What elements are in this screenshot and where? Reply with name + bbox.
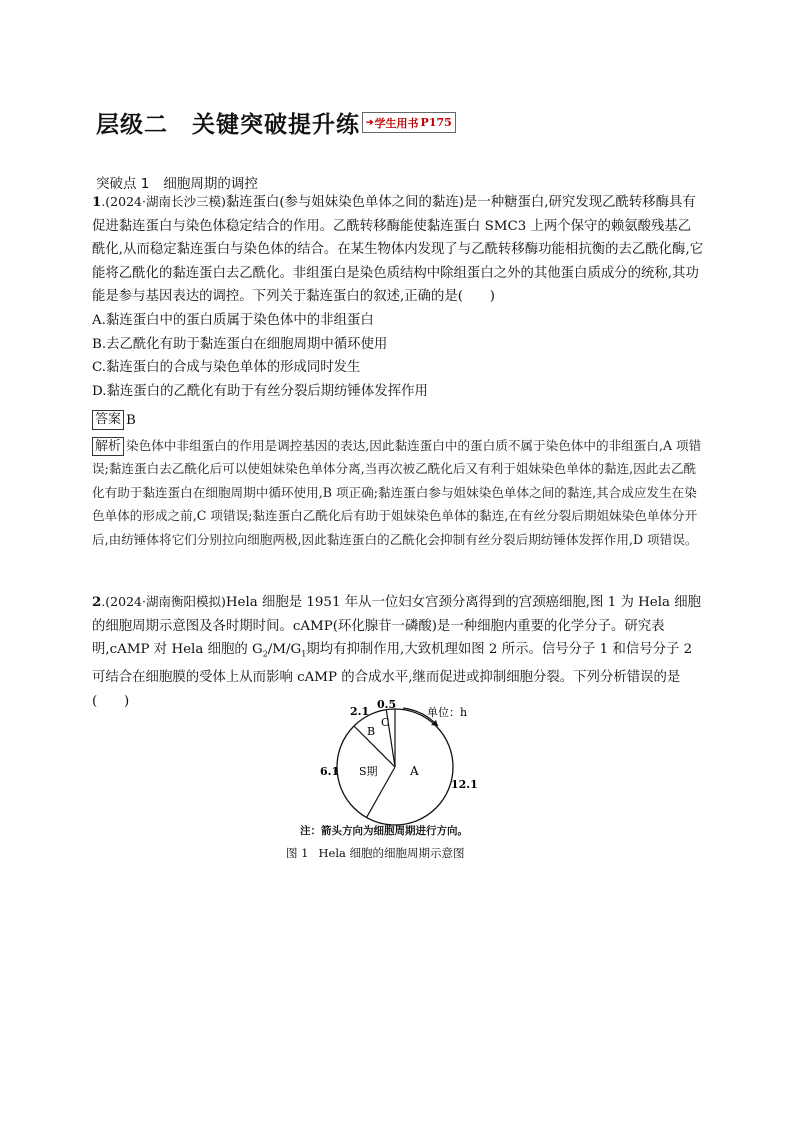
label-12-1: 12.1 — [451, 778, 478, 791]
question-number: 1 — [92, 194, 102, 210]
question-stem: 黏连蛋白(参与姐妹染色单体之间的黏连)是一种糖蛋白,研究发现乙酰转移酶具有促进黏连蛋白与染色体稳定结合的作用。乙酰转移酶能使黏连蛋白 SMC3 上两个保守的赖氨酸残基乙酰化,从而稳定黏连蛋白与染色体的结合。在某生物体内发现了与乙酰转移酶功能相抗衡的去乙酰化酶,它能将乙酰化的黏连蛋白去乙酰化。非组蛋白是染色质结构中除组蛋白之外的其他蛋白质成分的统称,其功能是参与基因表达的调控。下列关于黏连蛋白的叙述,正确的是( ) — [92, 195, 704, 305]
subscript-1: 1 — [301, 649, 307, 659]
answer-value: B — [126, 412, 136, 428]
question-source: .(2024·湖南长沙三模) — [101, 194, 226, 209]
subscript-2: 2 — [262, 649, 268, 659]
question-1 — [92, 190, 704, 403]
question-stem-mid: /M/G — [267, 642, 302, 658]
question-stem-part2: 期均有抑制作用,大致机理如图 2 所示。信号分子 1 和信号分子 2 可结合在细胞膜的受体上从而影响 cAMP 的合成水平,继而促进或抑制细胞分裂。下列分析错误的是( ) — [92, 642, 693, 710]
analysis-label: 解析 — [92, 437, 124, 456]
label-2-1: 2.1 — [350, 705, 370, 718]
analysis-block — [92, 434, 704, 551]
cell-cycle-pie — [300, 692, 530, 832]
question-source: .(2024·湖南衡阳模拟) — [101, 594, 226, 609]
label-0-5: 0.5 — [377, 698, 397, 711]
section-subheading: 细胞周期的调控 — [163, 176, 258, 192]
badge-page: P175 — [420, 116, 452, 129]
figure-1-cell-cycle — [300, 692, 530, 832]
header — [96, 106, 456, 138]
figure-caption — [286, 845, 465, 861]
analysis-text: 染色体中非组蛋白的作用是调控基因的表达,因此黏连蛋白中的蛋白质不属于染色体中的非组蛋白,A 项错误;黏连蛋白去乙酰化后可以使姐妹染色单体分离,当再次被乙酰化后又有利于姐妹染色单体的黏连,因此去乙酰化有助于黏连蛋白在细胞周期中循环使用,B 项正确;黏连蛋白参与姐妹染色单体之间的黏连,其合成应发生在染色单体的形成之前,C 项错误;黏连蛋白乙酰化后有助于姐妹染色单体的黏连,在有丝分裂后期姐妹染色单体分开后,由纺锤体将它们分别拉向细胞两极,因此黏连蛋白的乙酰化会抑制有丝分裂后期纺锤体发挥作用,D 项错误。 — [92, 438, 702, 547]
figure-note: 注：箭头方向为细胞周期进行方向。 — [300, 825, 468, 837]
segment-c-label: C — [381, 716, 390, 729]
option-d: D.黏连蛋白的乙酰化有助于有丝分裂后期纺锤体发挥作用 — [92, 383, 428, 399]
figure-caption-text: Hela 细胞的细胞周期示意图 — [318, 846, 465, 860]
segment-a-label: A — [410, 764, 419, 778]
answer-row — [92, 410, 136, 430]
pie-chart — [337, 709, 453, 825]
arrow-icon: ➔ — [366, 117, 374, 128]
option-b: B.去乙酰化有助于黏连蛋白在细胞周期中循环使用 — [92, 336, 388, 352]
section-number: 突破点 1 — [96, 176, 150, 192]
section-heading — [96, 172, 258, 192]
figure-number: 图 1 — [286, 846, 309, 860]
segment-b-label: B — [367, 725, 376, 738]
segment-s-label: S期 — [359, 765, 378, 778]
option-a: A.黏连蛋白中的蛋白质属于染色体中的非组蛋白 — [92, 312, 374, 328]
unit-label: 单位：h — [427, 706, 468, 719]
student-book-badge[interactable] — [362, 112, 456, 133]
label-6-1: 6.1 — [320, 765, 340, 778]
question-stem-part1: Hela 细胞是 1951 年从一位妇女宫颈分离得到的宫颈癌细胞,图 1 为 Hela 细胞的细胞周期示意图及各时期时间。cAMP(环化腺苷一磷酸)是一种细胞内重要的化学分子。研究表明,cAMP 对 Hela 细胞的 G — [92, 595, 701, 658]
question-number: 2 — [92, 594, 102, 610]
page-title: 层级二 关键突破提升练 — [96, 111, 360, 138]
answer-label: 答案 — [92, 410, 124, 430]
option-c: C.黏连蛋白的合成与染色单体的形成同时发生 — [92, 360, 361, 376]
badge-label: 学生用书 — [374, 116, 419, 130]
